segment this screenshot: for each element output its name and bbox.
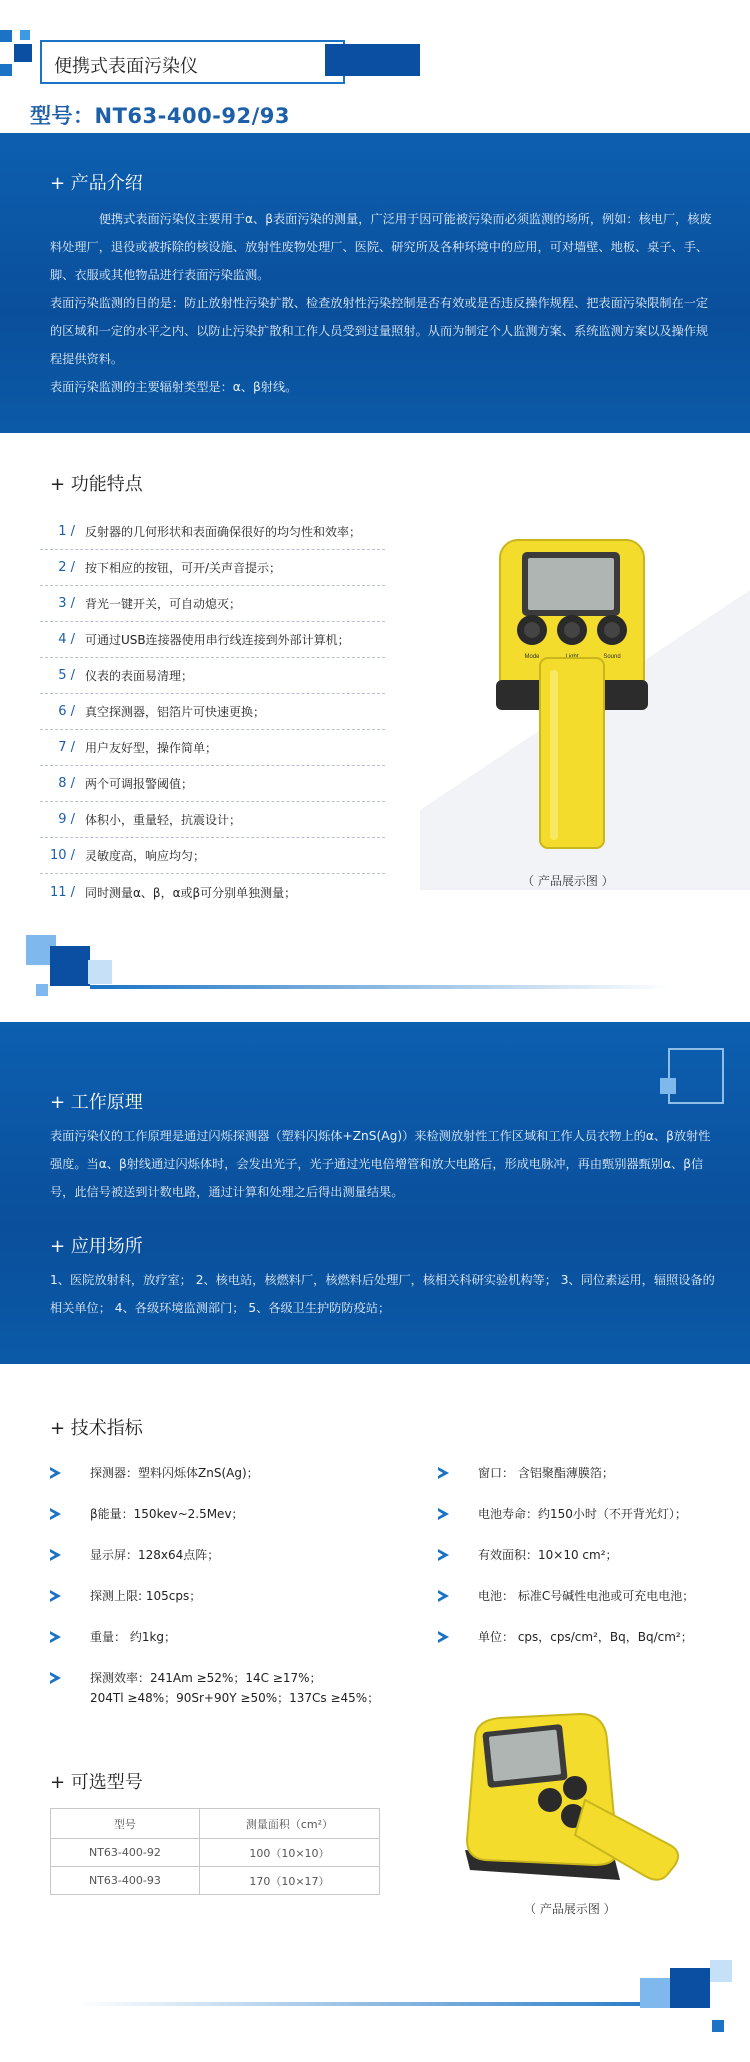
principle-panel: [0, 1022, 750, 1364]
models-table: [50, 1808, 380, 1895]
spec-item: 显示屏：128x64点阵；: [90, 1548, 220, 1562]
spec-item: 探测效率：241Am ≥52%；14C ≥17%；: [90, 1671, 322, 1685]
model-number: 型号：NT63-400-92/93: [30, 104, 291, 128]
principle-text: 表面污染仪的工作原理是通过闪烁探测器（塑料闪烁体+ZnS(Ag)）来检测放射性工作区域和工作人员衣物上的α、β放射性强度。当α、β射线通过闪烁体时，会发出光子，光子通过光电倍增管和放大电路后，形成电脉冲，再由甄别器甄别α、β信号，此信号被送到计数电路，通过计算和处理之后得出测量结果。: [50, 1129, 711, 1199]
feature-num: 2 /: [58, 560, 75, 575]
arrow-bullet-icon: [50, 1549, 61, 1561]
spec-item: 电池： 标准C号碱性电池或可充电电池；: [478, 1589, 695, 1603]
features-title: + 功能特点: [50, 474, 143, 495]
decor-square: [20, 30, 30, 40]
decor-line: [90, 985, 670, 989]
feature-num: 11 /: [49, 884, 75, 900]
spec-item: 探测器：塑料闪烁体ZnS(Ag)；: [90, 1466, 259, 1480]
feature-text: 用户友好型，操作简单；: [85, 741, 218, 755]
table-cell: NT63-400-93: [51, 1867, 200, 1895]
decor-square: [670, 1968, 710, 2008]
device-caption-1: （ 产品展示图 ）: [522, 874, 614, 888]
feature-item: [40, 802, 385, 838]
feature-num: 4 /: [58, 632, 75, 647]
decor-square: [0, 64, 12, 76]
table-cell: 170（10×17）: [199, 1867, 379, 1895]
feature-text: 同时测量α、β，α或β可分别单独测量；: [85, 885, 297, 900]
feature-item: [40, 730, 385, 766]
device-button-label: Sound: [603, 654, 621, 660]
intro-title: + 产品介绍: [50, 173, 143, 194]
spec-item: 有效面积：10×10 cm²；: [478, 1548, 618, 1562]
arrow-bullet-icon: [438, 1549, 449, 1561]
decor-square: [14, 44, 32, 62]
specs-title: + 技术指标: [50, 1418, 143, 1439]
feature-item: [40, 694, 385, 730]
feature-num: 3 /: [58, 596, 75, 611]
feature-item: [40, 766, 385, 802]
feature-item: [40, 550, 385, 586]
product-title-box: [40, 40, 345, 84]
feature-num: 1 /: [58, 524, 75, 539]
table-header-row: [51, 1809, 380, 1839]
application-text: 1、医院放射科，放疗室； 2、核电站，核燃料厂，核燃料后处理厂，核相关科研实验机构等； 3、同位素运用，辐照设备的相关单位； 4、各级环境监测部门； 5、各级卫生护防防疫站；: [50, 1273, 715, 1315]
decor-square: [36, 984, 48, 996]
feature-item: [40, 838, 385, 874]
feature-text: 背光一键开关，可自动熄灭；: [85, 597, 242, 611]
spec-item: 探测上限: 105cps；: [90, 1589, 202, 1603]
product-title: 便携式表面污染仪: [54, 56, 198, 77]
arrow-bullet-icon: [50, 1631, 61, 1643]
decor-square: [50, 946, 90, 986]
table-header-cell: 型号: [51, 1809, 200, 1839]
device-button-label: Mode: [524, 654, 540, 660]
decor-square: [640, 1978, 670, 2008]
feature-num: 8 /: [58, 776, 75, 791]
feature-item: [40, 874, 385, 910]
arrow-bullet-icon: [438, 1508, 449, 1520]
feature-text: 体积小，重量轻，抗震设计；: [85, 813, 242, 827]
feature-text: 仪表的表面易清理；: [85, 669, 194, 683]
arrow-bullet-icon: [50, 1508, 61, 1520]
decor-square: [88, 960, 112, 984]
feature-num: 5 /: [58, 668, 75, 683]
arrow-bullet-icon: [50, 1467, 61, 1479]
feature-num: 9 /: [58, 812, 75, 827]
spec-item: 单位： cps，cps/cm²，Bq，Bq/cm²；: [478, 1630, 693, 1644]
decor-square: [712, 2020, 724, 2032]
feature-item: [40, 586, 385, 622]
principle-title: + 工作原理: [50, 1092, 143, 1113]
arrow-bullet-icon: [438, 1631, 449, 1643]
arrow-bullet-icon: [50, 1590, 61, 1602]
feature-num: 6 /: [58, 704, 75, 719]
table-row: [51, 1839, 380, 1867]
title-accent-bar: [325, 44, 420, 76]
spec-item: 电池寿命：约150小时（不开背光灯）；: [478, 1507, 687, 1521]
application-title: + 应用场所: [50, 1236, 143, 1257]
models-title: + 可选型号: [50, 1772, 143, 1793]
spec-item: 窗口： 含铝聚酯薄膜箔；: [478, 1466, 614, 1480]
table-header-cell: 测量面积（cm²）: [199, 1809, 379, 1839]
decor-square: [660, 1078, 676, 1094]
feature-text: 按下相应的按钮，可开/关声音提示；: [85, 561, 282, 575]
feature-text: 两个可调报警阈值；: [85, 777, 194, 791]
arrow-bullet-icon: [438, 1467, 449, 1479]
feature-item: [40, 658, 385, 694]
spec-item: 重量： 约1kg；: [90, 1630, 177, 1644]
feature-num: 7 /: [58, 740, 75, 755]
decor-line: [80, 2002, 690, 2006]
feature-num: 10 /: [49, 848, 75, 863]
decor-frame: [668, 1048, 724, 1104]
device-caption-2: （ 产品展示图 ）: [524, 1902, 616, 1916]
feature-item: [40, 514, 385, 550]
intro-paragraph-2: 表面污染监测的目的是：防止放射性污染扩散、检查放射性污染控制是否有效或是否违反操作规程、把表面污染限制在一定的区域和一定的水平之内、以防止污染扩散和工作人员受到过量照射。从而为制定个人监测方案、系统监测方案以及操作规程提供资料。: [50, 296, 709, 366]
feature-item: [40, 622, 385, 658]
intro-panel: [0, 133, 750, 433]
spec-item: 204Tl ≥48%；90Sr+90Y ≥50%；137Cs ≥45%；: [90, 1691, 380, 1705]
table-cell: NT63-400-92: [51, 1839, 200, 1867]
decor-square: [0, 30, 12, 42]
intro-paragraph-3: 表面污染监测的主要辐射类型是：α、β射线。: [50, 380, 298, 394]
feature-text: 灵敏度高，响应均匀；: [85, 849, 206, 863]
spec-item: β能量：150kev~2.5Mev；: [90, 1507, 244, 1521]
arrow-bullet-icon: [438, 1590, 449, 1602]
table-cell: 100（10×10）: [199, 1839, 379, 1867]
table-row: [51, 1867, 380, 1895]
feature-text: 真空探测器，铝箔片可快速更换；: [85, 705, 266, 719]
feature-text: 可通过USB连接器使用串行线连接到外部计算机；: [85, 633, 350, 647]
decor-square: [710, 1960, 732, 1982]
arrow-bullet-icon: [50, 1672, 61, 1684]
feature-text: 反射器的几何形状和表面确保很好的均匀性和效率；: [85, 525, 362, 539]
intro-paragraph-1: 便携式表面污染仪主要用于α、β表面污染的测量，广泛用于因可能被污染而必须监测的场所，例如：核电厂，核废料处理厂，退役或被拆除的核设施、放射性废物处理厂、医院、研究所及各种环境中的应用，可对墙壁、地板、桌子、手、脚、衣服或其他物品进行表面污染监测。: [50, 212, 712, 282]
device-image-angled: [445, 1700, 685, 1890]
device-image-front: [492, 530, 652, 855]
